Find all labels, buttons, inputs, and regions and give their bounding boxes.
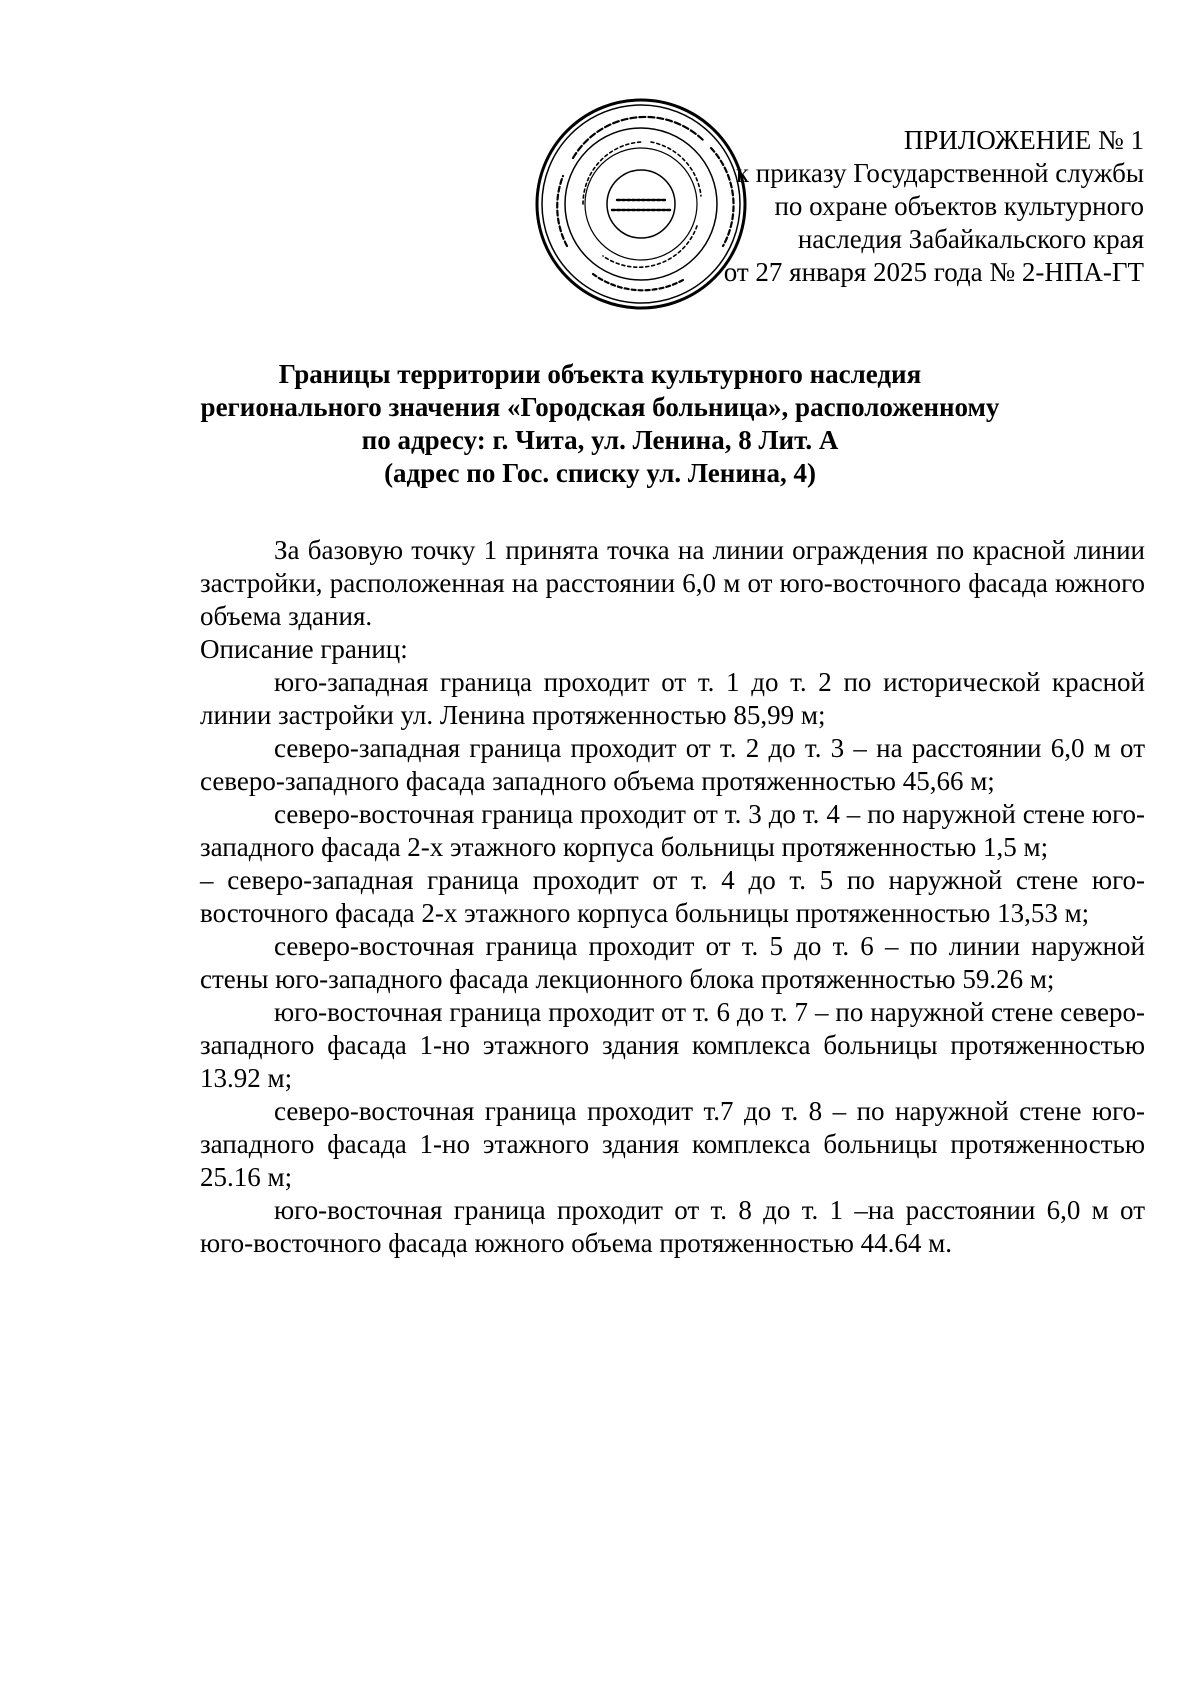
description-label: Описание границ: <box>200 634 408 664</box>
title-line: регионального значения «Городская больница», расположенному <box>200 392 1000 422</box>
intro-paragraph: За базовую точку 1 принята точка на линии ограждения по красной линии застройки, расположенная на расстоянии 6,0 м от юго-восточного фасада южного объема здания. <box>200 535 1145 631</box>
boundary-item: юго-западная граница проходит от т. 1 до т. 2 по исторической красной линии застройки ул. Ленина протяженностью 85,99 м; <box>200 667 1145 730</box>
appendix-line: наследия Забайкальского края <box>797 224 1144 254</box>
appendix-line: от 27 января 2025 года № 2-НПА-ГТ <box>723 257 1144 287</box>
appendix-line: ПРИЛОЖЕНИЕ № 1 <box>903 125 1144 155</box>
boundary-item: – северо-западная граница проходит от т. 4 до т. 5 по наружной стене юго-восточного фасада 2-х этажного корпуса больницы протяженностью 13,53 м; <box>200 865 1145 928</box>
appendix-line: по охране объектов культурного <box>774 191 1144 221</box>
boundary-item: северо-восточная граница проходит т.7 до т. 8 – по наружной стене юго-западного фасада 1-но этажного здания комплекса больницы протяженностью 25.16 м; <box>200 1096 1145 1192</box>
boundary-item: северо-западная граница проходит от т. 2 до т. 3 – на расстоянии 6,0 м от северо-западного фасада западного объема протяженностью 45,66 м; <box>200 733 1145 796</box>
boundary-item: северо-восточная граница проходит от т. 3 до т. 4 – по наружной стене юго-западного фасада 2-х этажного корпуса больницы протяженностью 1,5 м; <box>200 799 1145 862</box>
document-title <box>150 358 1050 490</box>
document-body <box>200 534 1145 1260</box>
boundary-item: юго-восточная граница проходит от т. 6 до т. 7 – по наружной стене северо-западного фасада 1-но этажного здания комплекса больницы протяженностью 13.92 м; <box>200 997 1145 1093</box>
title-line: (адрес по Гос. списку ул. Ленина, 4) <box>384 458 816 488</box>
title-line: Границы территории объекта культурного наследия <box>278 359 922 389</box>
title-line: по адресу: г. Чита, ул. Ленина, 8 Лит. А <box>361 425 839 455</box>
appendix-header <box>560 124 1144 289</box>
boundary-item: северо-восточная граница проходит от т. 5 до т. 6 – по линии наружной стены юго-западного фасада лекционного блока протяженностью 59.26 м; <box>200 931 1145 994</box>
appendix-line: к приказу Государственной службы <box>735 158 1144 188</box>
boundary-item: юго-восточная граница проходит от т. 8 до т. 1 –на расстоянии 6,0 м от юго-восточного фасада южного объема протяженностью 44.64 м. <box>200 1195 1145 1258</box>
